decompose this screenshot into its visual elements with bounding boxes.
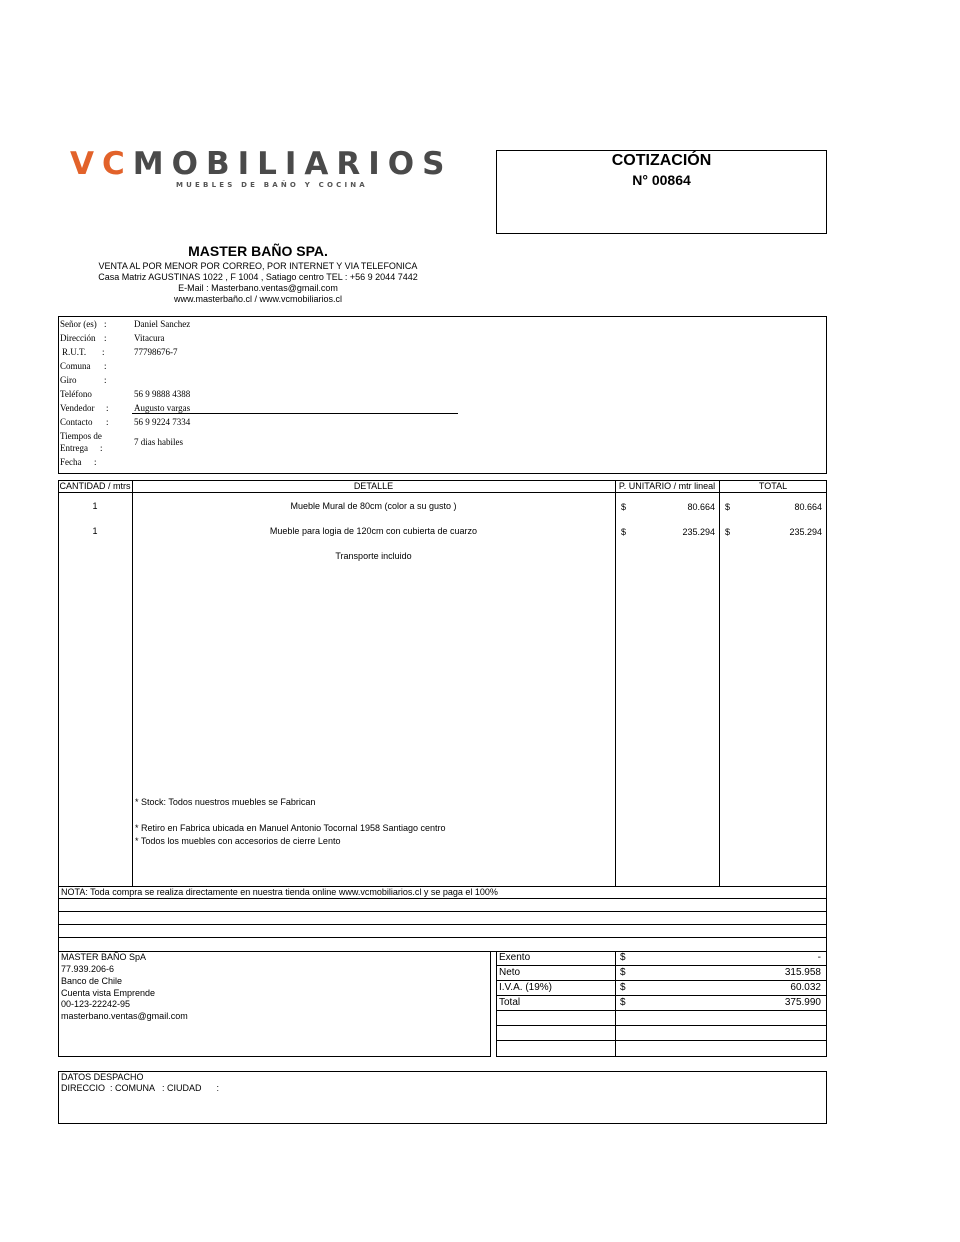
client-value-entrega: 7 dias habiles bbox=[134, 437, 183, 447]
blank-row-line-3 bbox=[58, 937, 827, 938]
row-1-total: 80.664 bbox=[794, 502, 822, 512]
client-label-direccion: Dirección bbox=[60, 333, 96, 343]
note-retiro: * Retiro en Fabrica ubicada en Manuel Antonio Tocornal 1958 Santiago centro bbox=[135, 823, 446, 833]
totals-value-iva: 60.032 bbox=[790, 982, 821, 993]
quote-title: COTIZACIÓN bbox=[611, 152, 712, 169]
row-3-detail: Transporte incluido bbox=[335, 551, 412, 561]
client-value-senor: Daniel Sanchez bbox=[134, 319, 191, 329]
bank-account-type: Cuenta vista Emprende bbox=[61, 988, 156, 998]
client-label-entrega-1: Tiempos de bbox=[60, 431, 102, 441]
row-1-unit: 80.664 bbox=[687, 502, 715, 512]
row-2-unit-currency: $ bbox=[621, 527, 627, 537]
row-1-total-currency: $ bbox=[725, 502, 731, 512]
client-sep-entrega: : bbox=[100, 443, 103, 453]
table-header-divider bbox=[58, 492, 827, 493]
header-total: TOTAL bbox=[758, 481, 788, 491]
client-label-entrega-2: Entrega bbox=[60, 443, 88, 453]
row-1-unit-currency: $ bbox=[621, 502, 627, 512]
client-sep-direccion: : bbox=[104, 333, 107, 343]
client-label-contacto: Contacto bbox=[60, 417, 93, 427]
header-detalle: DETALLE bbox=[353, 481, 394, 491]
header-unitario: P. UNITARIO / mtr lineal bbox=[618, 481, 716, 491]
company-line-1: VENTA AL POR MENOR POR CORREO, POR INTERNET Y VIA TELEFONICA bbox=[98, 261, 418, 271]
bank-company: MASTER BAÑO SpA bbox=[61, 952, 147, 962]
client-value-rut: 77798676-7 bbox=[134, 347, 178, 357]
client-value-telefono: 56 9 9888 4388 bbox=[134, 389, 191, 399]
totals-line-6 bbox=[496, 1040, 827, 1041]
company-email: E-Mail : Masterbano.ventas@gmail.com bbox=[178, 283, 338, 293]
client-sep-contacto: : bbox=[106, 417, 109, 427]
brand-logo-dark: MOBILIARIOS bbox=[132, 146, 453, 182]
note-accesorios: * Todos los muebles con accesorios de cierre Lento bbox=[135, 836, 341, 846]
client-sep-senor: : bbox=[104, 319, 107, 329]
client-sep-vendedor: : bbox=[106, 403, 109, 413]
client-sep-giro: : bbox=[104, 375, 107, 385]
totals-label-total: Total bbox=[499, 997, 521, 1008]
totals-cur-iva: $ bbox=[620, 982, 626, 993]
client-label-vendedor: Vendedor bbox=[60, 403, 95, 413]
brand-tagline: MUEBLES DE BAÑO Y COCINA bbox=[176, 181, 368, 189]
totals-line-2 bbox=[496, 980, 827, 981]
col-divider-3 bbox=[719, 480, 720, 887]
client-label-comuna: Comuna bbox=[60, 361, 91, 371]
totals-cur-total: $ bbox=[620, 997, 626, 1008]
totals-line-1 bbox=[496, 965, 827, 966]
totals-cur-neto: $ bbox=[620, 967, 626, 978]
company-line-2: Casa Matriz AGUSTINAS 1022 , F 1004 , Satiago centro TEL : +56 9 2044 7442 bbox=[98, 272, 418, 282]
client-sep-fecha: : bbox=[94, 457, 97, 467]
blank-row-line-1 bbox=[58, 911, 827, 912]
despacho-box bbox=[58, 1071, 827, 1124]
col-divider-2 bbox=[615, 480, 616, 887]
despacho-title: DATOS DESPACHO bbox=[61, 1072, 144, 1082]
client-label-telefono: Teléfono bbox=[60, 389, 92, 399]
client-label-rut: R.U.T. bbox=[62, 347, 87, 357]
client-value-vendedor: Augusto vargas bbox=[134, 403, 191, 413]
note-stock: * Stock: Todos nuestros muebles se Fabrican bbox=[135, 797, 316, 807]
totals-value-total: 375.990 bbox=[784, 997, 821, 1008]
totals-line-4 bbox=[496, 1010, 827, 1011]
totals-line-5 bbox=[496, 1025, 827, 1026]
client-label-fecha: Fecha bbox=[60, 457, 82, 467]
totals-label-neto: Neto bbox=[499, 967, 521, 978]
brand-logo bbox=[70, 146, 452, 182]
header-cantidad: CANTIDAD / mtrs bbox=[59, 481, 131, 491]
brand-logo-accent: VC bbox=[70, 146, 133, 182]
row-2-total: 235.294 bbox=[789, 527, 822, 537]
totals-label-exento: Exento bbox=[499, 952, 531, 963]
bank-email: masterbano.ventas@gmail.com bbox=[61, 1011, 188, 1021]
company-websites: www.masterbaño.cl / www.vcmobiliarios.cl bbox=[173, 294, 343, 304]
row-2-unit: 235.294 bbox=[682, 527, 715, 537]
row-1-detail: Mueble Mural de 80cm (color a su gusto ) bbox=[290, 501, 457, 511]
nota-line: NOTA: Toda compra se realiza directamente en nuestra tienda online www.vcmobiliarios.cl y se paga el 100% bbox=[61, 887, 498, 897]
row-1-qty: 1 bbox=[92, 501, 98, 511]
totals-value-neto: 315.958 bbox=[784, 967, 821, 978]
blank-row-line-2 bbox=[58, 924, 827, 925]
client-label-giro: Giro bbox=[60, 375, 77, 385]
col-divider-1 bbox=[132, 480, 133, 887]
bank-name: Banco de Chile bbox=[61, 976, 123, 986]
row-2-qty: 1 bbox=[92, 526, 98, 536]
row-2-total-currency: $ bbox=[725, 527, 731, 537]
totals-value-exento: - bbox=[817, 952, 821, 963]
bank-account-number: 00-123-22242-95 bbox=[61, 999, 131, 1009]
row-2-detail: Mueble para logia de 120cm con cubierta de cuarzo bbox=[269, 526, 478, 536]
totals-col-divider bbox=[615, 951, 616, 1057]
totals-cur-exento: $ bbox=[620, 952, 626, 963]
client-sep-rut: : bbox=[102, 347, 105, 357]
client-label-senor: Señor (es) bbox=[60, 319, 97, 329]
client-value-direccion: Vitacura bbox=[134, 333, 165, 343]
bank-rut: 77.939.206-6 bbox=[61, 964, 115, 974]
totals-line-3 bbox=[496, 995, 827, 996]
vendedor-underline bbox=[132, 413, 458, 414]
client-value-contacto: 56 9 9224 7334 bbox=[134, 417, 191, 427]
company-name: MASTER BAÑO SPA. bbox=[188, 243, 328, 259]
totals-label-iva: I.V.A. (19%) bbox=[499, 982, 552, 993]
despacho-address-line: DIRECCIO : COMUNA : CIUDAD : bbox=[61, 1083, 220, 1093]
client-sep-comuna: : bbox=[104, 361, 107, 371]
nota-bottom-line bbox=[58, 898, 827, 899]
quote-number: N° 00864 bbox=[632, 172, 691, 188]
